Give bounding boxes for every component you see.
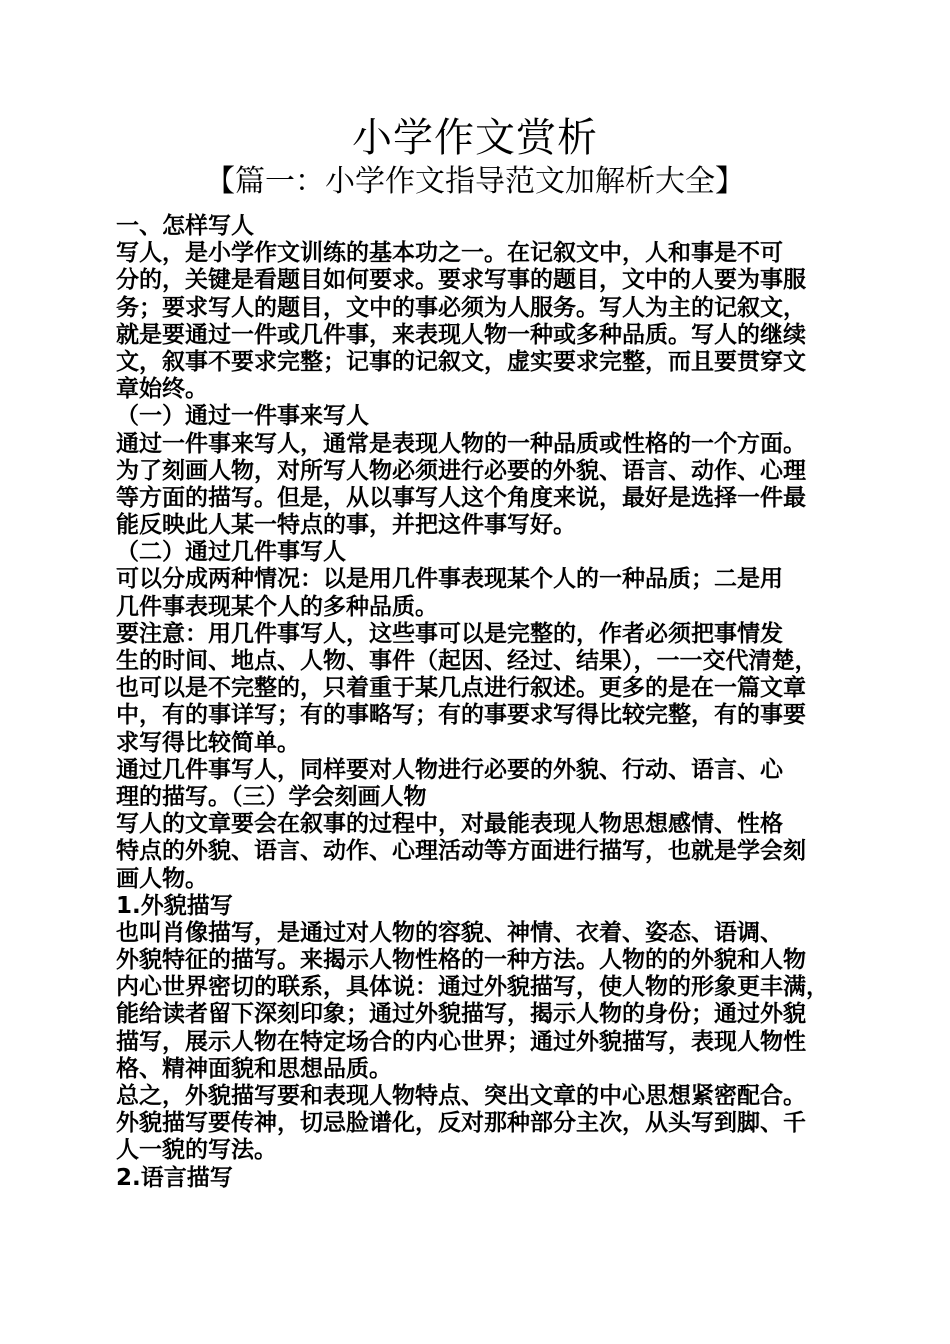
text-line: 画人物。 [116,865,208,892]
text-line: 也可以是不完整的，只着重于某几点进行叙述。更多的是在一篇文章 [116,675,806,702]
text-line: （二）通过几件事写人 [116,539,346,566]
text-line: （一）通过一件事来写人 [116,403,369,430]
text-line: 文，叙事不要求完整；记事的记叙文，虚实要求完整，而且要贯穿文 [116,348,806,375]
text-line: 章始终。 [116,376,208,403]
text-line: 内心世界密切的联系，具体说：通过外貌描写，使人物的形象更丰满， [116,974,829,1001]
document-body [116,213,838,1192]
text-line: 几件事表现某个人的多种品质。 [116,593,438,620]
text-line: 人一貌的写法。 [116,1137,277,1164]
text-line: 要注意：用几件事写人，这些事可以是完整的，作者必须把事情发 [116,620,783,647]
text-line: 格、精神面貌和思想品质。 [116,1055,392,1082]
text-line: 1.外貌描写 [116,892,233,919]
text-line: 外貌特征的描写。来揭示人物性格的一种方法。人物的的外貌和人物 [116,947,806,974]
text-line: 描写，展示人物在特定场合的内心世界；通过外貌描写，表现人物性 [116,1028,806,1055]
text-line: 2.语言描写 [116,1164,233,1191]
text-line: 中，有的事详写；有的事略写；有的事要求写得比较完整，有的事要 [116,702,806,729]
text-line: 理的描写。（三）学会刻画人物 [116,783,427,810]
document-title: 小学作文赏析 [352,115,598,161]
text-line: 务；要求写人的题目，文中的事必须为人服务。写人为主的记叙文， [116,294,806,321]
text-line: 能反映此人某一特点的事，并把这件事写好。 [116,512,576,539]
text-line: 就是要通过一件或几件事，来表现人物一种或多种品质。写人的继续 [116,321,806,348]
text-line: 生的时间、地点、人物、事件（起因、经过、结果），一一交代清楚， [116,648,818,674]
text-line: 能给读者留下深刻印象；通过外貌描写，揭示人物的身份；通过外貌 [116,1001,806,1028]
text-line: 为了刻画人物，对所写人物必须进行必要的外貌、语言、动作、心理 [116,457,806,484]
text-line: 外貌描写要传神，切忌脸谱化，反对那种部分主次，从头写到脚、千 [116,1110,806,1137]
text-line: 通过几件事写人，同样要对人物进行必要的外貌、行动、语言、心 [116,756,783,783]
text-line: 写人，是小学作文训练的基本功之一。在记叙文中，人和事是不可 [116,240,783,267]
text-line: 一、怎样写人 [116,213,254,239]
text-line: 特点的外貌、语言、动作、心理活动等方面进行描写，也就是学会刻 [116,838,806,865]
text-line: 通过一件事来写人，通常是表现人物的一种品质或性格的一个方面。 [116,430,806,457]
document-subtitle: 【篇一：小学作文指导范文加解析大全】 [205,164,745,199]
text-line: 分的，关键是看题目如何要求。要求写事的题目，文中的人要为事服 [116,267,806,294]
text-line: 求写得比较简单。 [116,729,300,756]
text-line: 等方面的描写。但是，从以事写人这个角度来说，最好是选择一件最 [116,484,806,511]
text-line: 写人的文章要会在叙事的过程中，对最能表现人物思想感情、性格 [116,811,783,838]
text-line: 总之，外貌描写要和表现人物特点、突出文章的中心思想紧密配合。 [116,1083,806,1109]
text-line: 可以分成两种情况：以是用几件事表现某个人的一种品质；二是用 [116,566,783,593]
text-line: 也叫肖像描写，是通过对人物的容貌、神情、衣着、姿态、语调、 [116,919,783,946]
